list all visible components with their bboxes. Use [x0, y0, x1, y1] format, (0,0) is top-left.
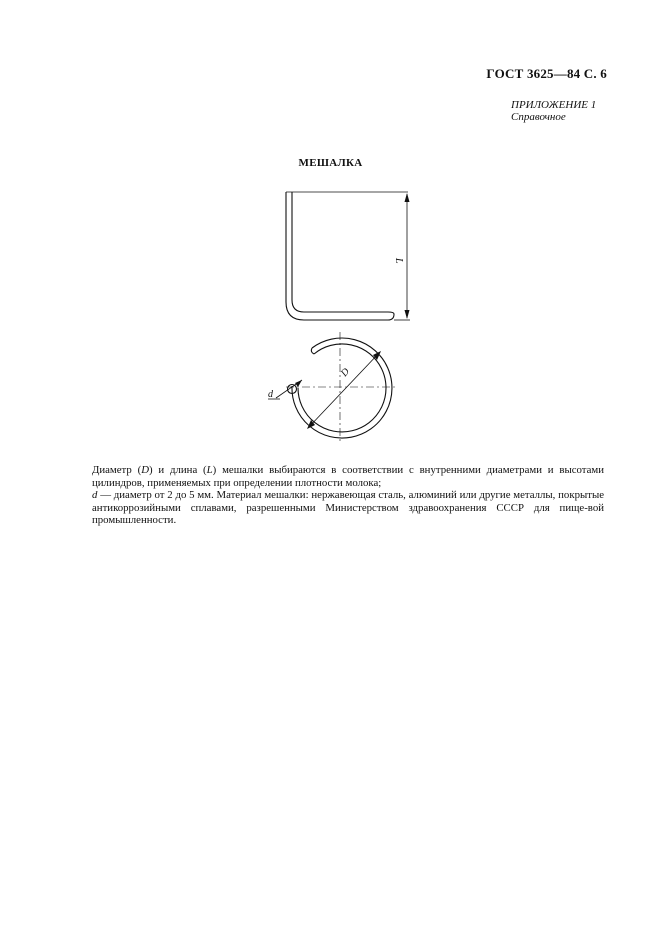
- paragraph-1: [92, 464, 604, 489]
- length-arrow-bottom: [405, 310, 410, 319]
- length-label: L: [393, 258, 404, 264]
- appendix-block: [511, 99, 596, 123]
- p1-text-c: ) и длина (: [149, 464, 207, 476]
- p2-text: — диаметр от 2 до 5 мм. Материал мешалки: нержавеющая сталь, алюминий или другие металлы, покрытые антикоррозийными сплавами, разрешенными Министерством здравоохранения СССР для пище-вой промышленности.: [92, 489, 604, 527]
- p1-text-a: Диаметр (: [92, 464, 142, 476]
- diameter-label: D: [338, 366, 352, 379]
- diameter-dimension-line: [308, 352, 380, 428]
- ring-cap: [311, 348, 314, 354]
- wire-outer: [286, 192, 394, 320]
- p1-text-e: ) мешалки выбираются в соответствии с внутренними диаметрами и высотами цилиндров, применяемых при определении плотности молока;: [92, 464, 605, 489]
- body-text: [92, 464, 604, 527]
- wire-arrow: [295, 380, 302, 387]
- ring-inner: [298, 344, 386, 432]
- figure-title: МЕШАЛКА: [298, 157, 363, 169]
- wire-end: [388, 312, 394, 314]
- side-view: [286, 192, 410, 320]
- standard-code: ГОСТ 3625—84 С. 6: [486, 66, 607, 81]
- wire-inner: [292, 192, 388, 312]
- top-view: [268, 332, 398, 442]
- p1-symbol-d: D: [141, 464, 150, 476]
- p2-symbol-d: d: [92, 489, 98, 502]
- stirrer-drawing: [250, 180, 430, 450]
- appendix-title: ПРИЛОЖЕНИЕ 1: [511, 99, 597, 111]
- wire-label: d: [268, 389, 273, 400]
- paragraph-2: [92, 489, 604, 527]
- appendix-subtitle: Справочное: [511, 111, 566, 123]
- p1-symbol-l: L: [206, 464, 213, 476]
- length-arrow-top: [405, 193, 410, 202]
